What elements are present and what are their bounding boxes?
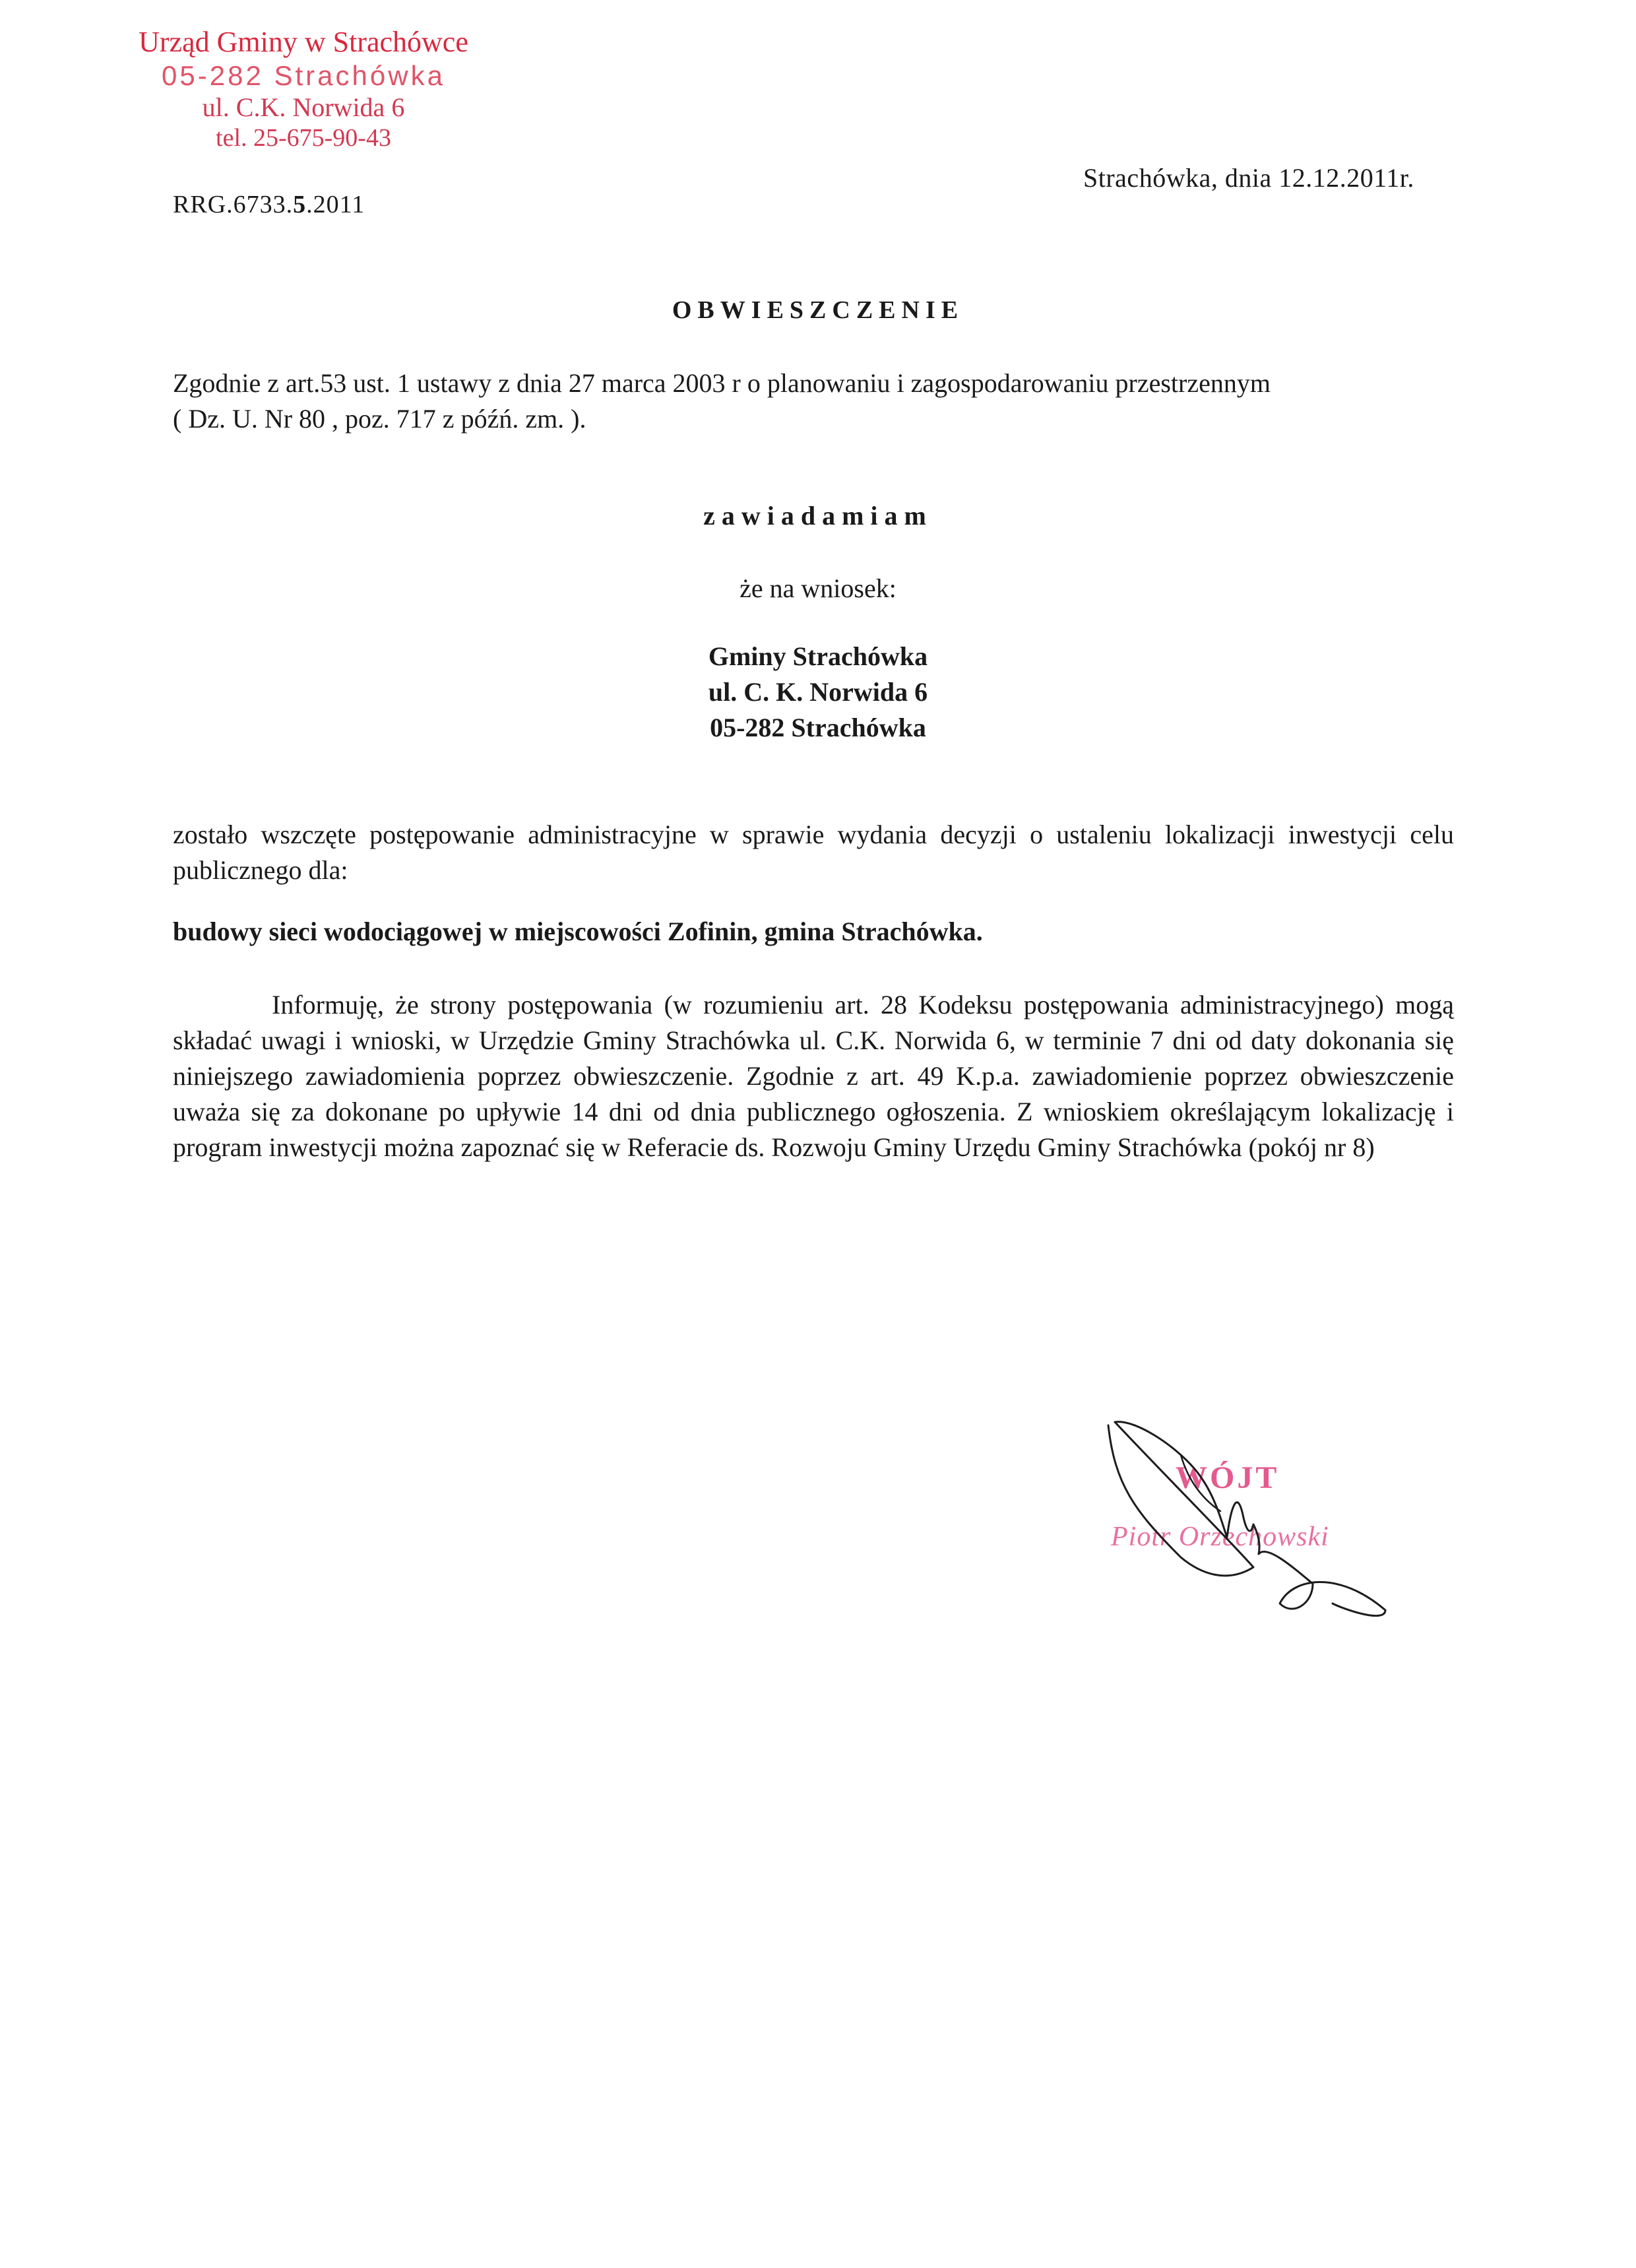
office-stamp <box>99 25 508 152</box>
legal-basis <box>173 366 1459 437</box>
reference-number <box>173 190 365 219</box>
stamp-street: ul. C.K. Norwida 6 <box>202 92 405 123</box>
handwritten-signature <box>1095 1406 1425 1623</box>
signature-block <box>1095 1406 1425 1623</box>
applicant-city: 05-282 Strachówka <box>710 713 926 742</box>
information-paragraph: Informuję, że strony postępowania (w rozumieniu art. 28 Kodeksu postępowania administracyjnego) mogą składać uwagi i wnioski, w Urzędzie Gminy Strachówka ul. C.K. Norwida 6, w terminie 7 dni od daty dokonania się niniejszego zawiadomienia poprzez obwieszczenie. Zgodnie z art. 49 K.p.a. zawiadomienie poprzez obwieszczenie uważa się za dokonane po upływie 14 dni od dnia publicznego ogłoszenia. Z wnioskiem określającym lokalizację i program inwestycji można zapoznać się w Referacie ds. Rozwoju Gminy Urzędu Gminy Strachówka (pokój nr 8) <box>173 990 1454 1162</box>
stamp-phone: tel. 25-675-90-43 <box>216 123 391 152</box>
investment-subject: budowy sieci wodociągowej w miejscowości Zofinin, gmina Strachówka. <box>173 917 983 946</box>
applicant-street: ul. C. K. Norwida 6 <box>708 677 928 707</box>
document-title: OBWIESZCZENIE <box>672 296 964 324</box>
proceeding-paragraph: zostało wszczęte postępowanie administracyjne w sprawie wydania decyzji o ustaleniu lokalizacji inwestycji celu publicznego dla: <box>173 820 1454 885</box>
request-intro: że na wniosek: <box>739 573 897 603</box>
place-and-date: Strachówka, dnia 12.12.2011r. <box>1083 163 1414 193</box>
stamp-postal-address: 05-282 Strachówka <box>162 59 445 91</box>
applicant-name: Gminy Strachówka <box>708 641 928 671</box>
legal-basis-line-1: Zgodnie z art.53 ust. 1 ustawy z dnia 27 marca 2003 r o planowaniu i zagospodarowaniu przestrzennym <box>173 368 1271 398</box>
reference-suffix: .2011 <box>306 191 365 218</box>
signature-stamp-name: Piotr Orzechowski <box>1111 1522 1329 1552</box>
applicant-block <box>0 639 1636 746</box>
legal-basis-line-2: ( Dz. U. Nr 80 , poz. 717 z późń. zm. ). <box>173 404 586 434</box>
reference-bold-part: 5 <box>293 191 307 218</box>
notify-heading: zawiadamiam <box>703 501 933 531</box>
reference-prefix: RRG.6733. <box>173 191 294 218</box>
signature-stamp-title: WÓJT <box>1176 1460 1280 1495</box>
stamp-office-name: Urząd Gminy w Strachówce <box>139 26 468 58</box>
